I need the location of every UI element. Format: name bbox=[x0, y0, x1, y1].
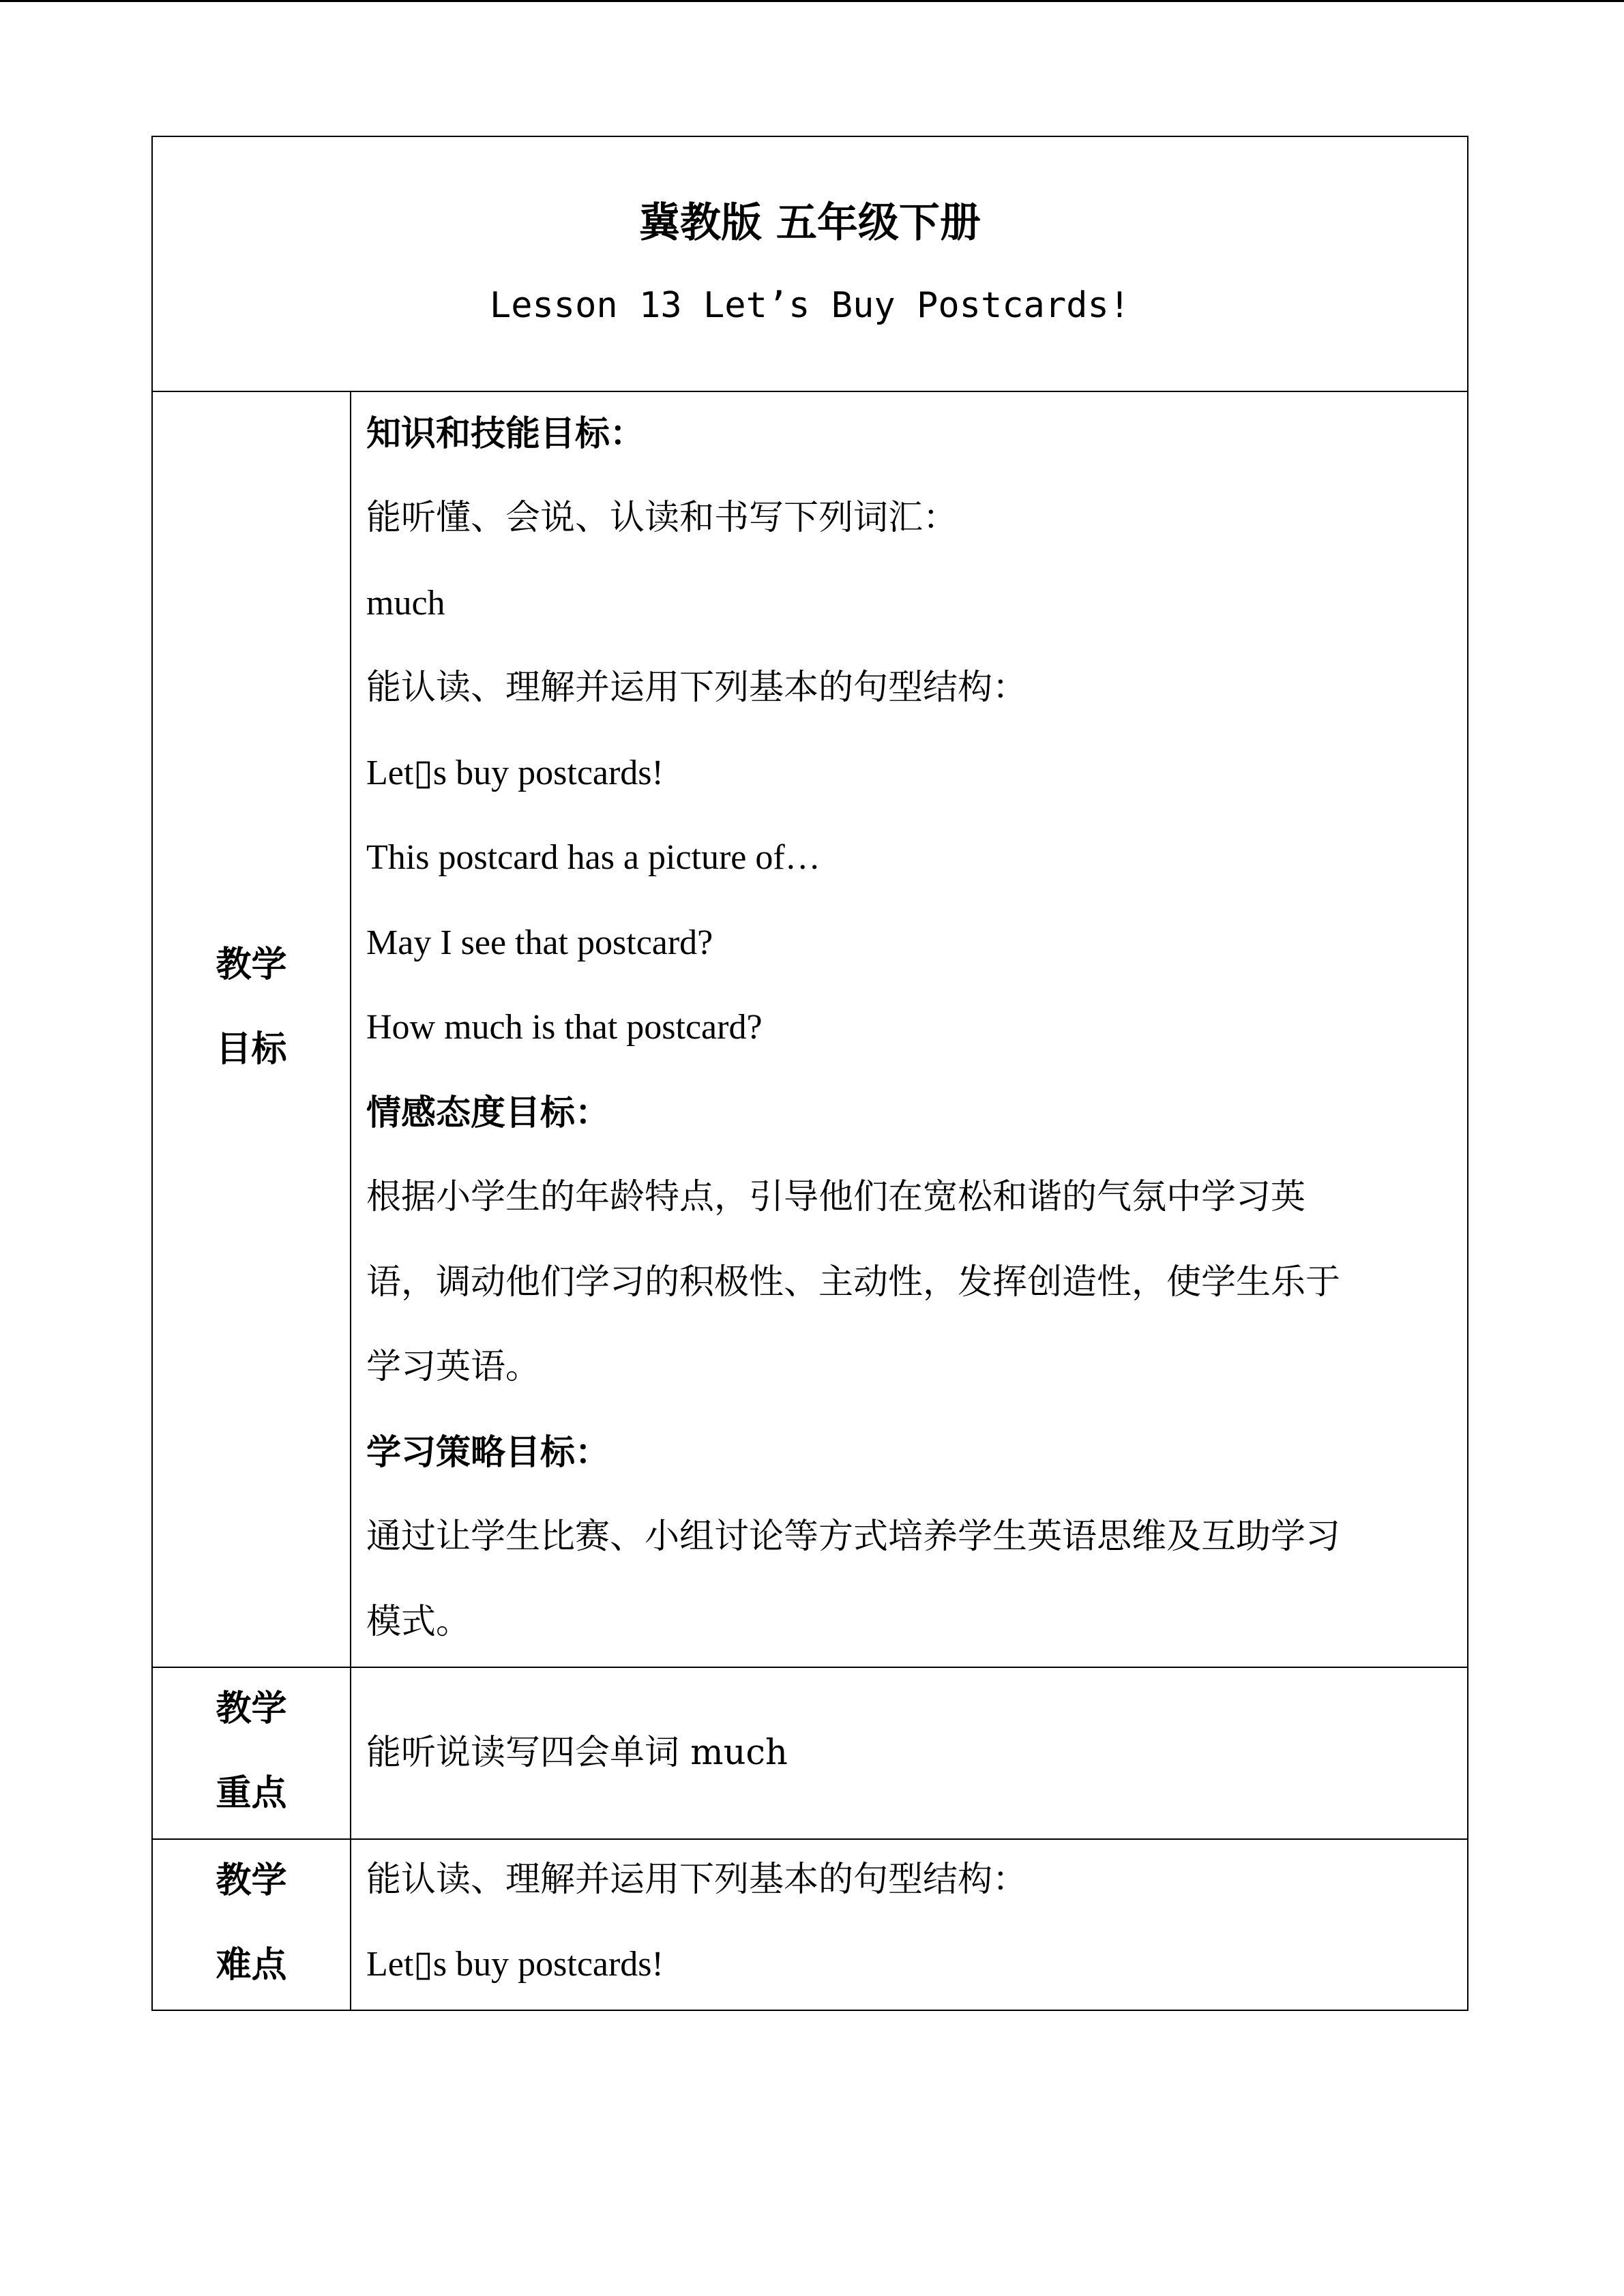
objectives-row bbox=[153, 392, 1467, 1668]
objective-text-line: 学习英语。 bbox=[366, 1347, 541, 1387]
table-header-cell bbox=[153, 137, 1467, 392]
difficult-points-label-cell bbox=[153, 1840, 351, 2010]
sentence-pattern: This postcard has a picture of… bbox=[366, 838, 821, 877]
sentence-pattern: Let▯s buy postcards! bbox=[366, 754, 664, 792]
textbook-title: 冀教版 五年级下册 bbox=[639, 199, 981, 247]
vocabulary-word: much bbox=[366, 584, 445, 623]
objectives-content-cell bbox=[351, 392, 1467, 1667]
key-points-label-line1: 教学 bbox=[216, 1688, 287, 1729]
difficult-points-label-line2: 难点 bbox=[216, 1944, 287, 1986]
learning-strategy-heading: 学习策略目标： bbox=[366, 1432, 610, 1473]
emotion-attitude-heading: 情感态度目标： bbox=[366, 1092, 610, 1133]
difficult-points-content-cell bbox=[351, 1840, 1467, 2010]
objective-text-line: 能听懂、会说、认读和书写下列词汇： bbox=[366, 498, 958, 538]
lesson-title: Lesson 13 Let’s Buy Postcards! bbox=[489, 285, 1131, 326]
objectives-label-line2: 目标 bbox=[216, 1028, 287, 1070]
top-border-rule bbox=[0, 0, 1624, 2]
key-points-label-line2: 重点 bbox=[216, 1772, 287, 1814]
key-points-text: 能听说读写四会单词 much bbox=[366, 1733, 788, 1773]
objective-text-line: 语，调动他们学习的积极性、主动性，发挥创造性，使学生乐于 bbox=[366, 1262, 1341, 1302]
objective-text-line: 能认读、理解并运用下列基本的句型结构： bbox=[366, 668, 1028, 708]
knowledge-skills-heading: 知识和技能目标： bbox=[366, 413, 645, 454]
objectives-label-cell bbox=[153, 392, 351, 1667]
sentence-pattern: How much is that postcard? bbox=[366, 1008, 763, 1047]
objectives-label-line1: 教学 bbox=[216, 944, 287, 985]
difficult-points-text: 能认读、理解并运用下列基本的句型结构： bbox=[366, 1860, 1028, 1900]
difficult-points-row bbox=[153, 1840, 1467, 2010]
objective-text-line: 模式。 bbox=[366, 1602, 471, 1642]
objective-text-line: 通过让学生比赛、小组讨论等方式培养学生英语思维及互助学习 bbox=[366, 1517, 1341, 1557]
difficult-points-label-line1: 教学 bbox=[216, 1860, 287, 1901]
key-points-content-cell bbox=[351, 1668, 1467, 1838]
objective-text-line: 根据小学生的年龄特点，引导他们在宽松和谐的气氛中学习英 bbox=[366, 1177, 1306, 1217]
key-points-label-cell bbox=[153, 1668, 351, 1838]
lesson-plan-table bbox=[151, 136, 1468, 2011]
sentence-pattern: May I see that postcard? bbox=[366, 923, 713, 962]
key-points-row bbox=[153, 1668, 1467, 1840]
difficult-points-sentence: Let▯s buy postcards! bbox=[366, 1945, 664, 1984]
